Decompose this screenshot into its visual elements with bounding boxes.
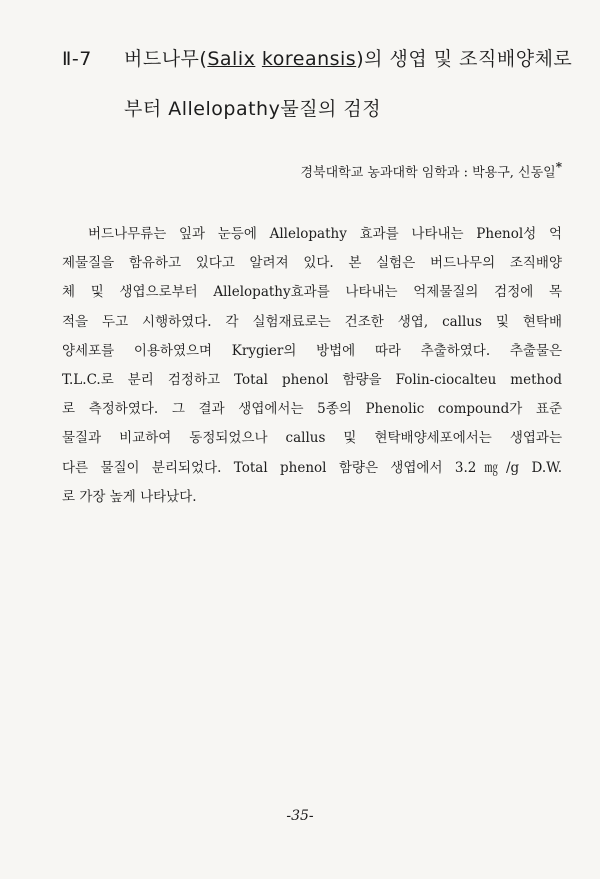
scientific-name-genus: Salix: [207, 48, 256, 70]
title-suffix: )의 생엽 및 조직배양체로: [356, 48, 573, 70]
paper-title-line1: [62, 44, 582, 71]
abstract-line: 제물질을 함유하고 있다고 알려져 있다. 본 실험은 버드나무의 조직배양: [62, 255, 562, 272]
section-number: Ⅱ-7: [62, 48, 92, 70]
title-prefix: 버드나무(: [124, 48, 208, 70]
corresponding-author-mark: *: [555, 160, 562, 174]
abstract-line: 다른 물질이 분리되었다. Total phenol 함량은 생엽에서 3.2㎎/g D.W.: [62, 459, 562, 476]
abstract-line: 양세포를 이용하였으며 Krygier의 방법에 따라 추출하였다. 추출물은: [62, 342, 562, 359]
author-affiliation: [301, 160, 563, 180]
abstract-line: 물질과 비교하여 동정되었으나 callus 및 현탁배양세포에서는 생엽과는: [62, 430, 562, 447]
paper-title-line2: 부터 Allelopathy물질의 검정: [124, 98, 382, 120]
abstract-line: 로 측정하였다. 그 결과 생엽에서는 5종의 Phenolic compound가 표준: [62, 401, 562, 418]
page-number: -35-: [286, 808, 314, 824]
abstract-line: 로 가장 높게 나타났다.: [62, 488, 197, 505]
abstract-line: 버드나무류는 잎과 눈등에 Allelopathy 효과를 나타내는 Phenol성 억: [88, 226, 562, 242]
scientific-name-species: koreansis: [261, 48, 357, 70]
abstract-line: T.L.C.로 분리 검정하고 Total phenol 함량을 Folin-ciocalteu method: [62, 371, 562, 388]
affiliation-text: 경북대학교 농과대학 임학과 : 박용구, 신동일: [300, 165, 556, 181]
abstract-line: 체 및 생엽으로부터 Allelopathy효과를 나타내는 억제물질의 검정에 목: [62, 284, 562, 301]
abstract-body: [62, 220, 562, 512]
abstract-line: 적을 두고 시행하였다. 각 실험재료로는 건조한 생엽, callus 및 현탁배: [62, 313, 562, 330]
